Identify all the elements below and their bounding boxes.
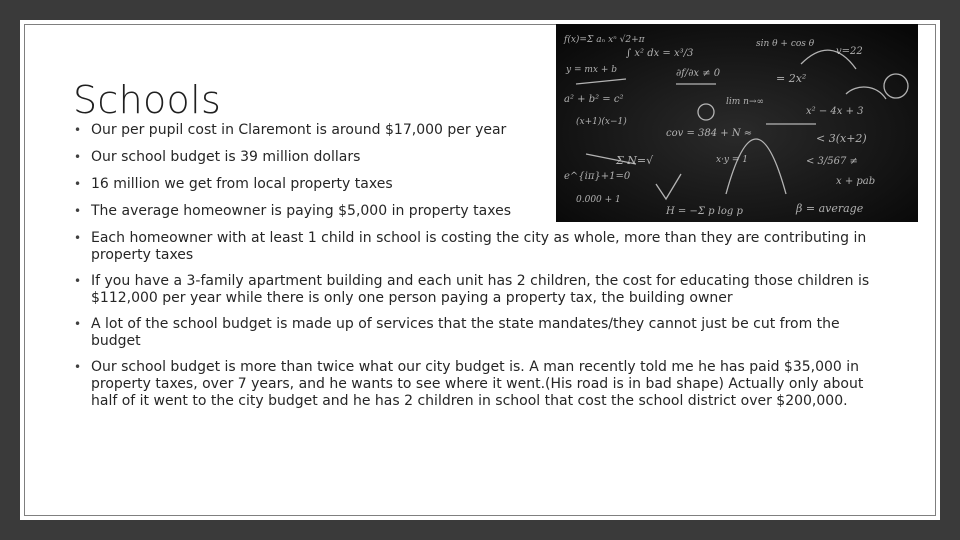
svg-text:Σ N=√: Σ N=√ [616, 154, 654, 167]
svg-text:f(x)=Σ aₙ xⁿ √2+π: f(x)=Σ aₙ xⁿ √2+π [564, 35, 645, 45]
svg-text:a² + b² = c²: a² + b² = c² [564, 94, 624, 105]
svg-text:y = mx + b: y = mx + b [566, 65, 617, 75]
bullet-item [73, 316, 893, 350]
bullet-item [73, 203, 531, 220]
bullet-item [73, 230, 893, 264]
svg-text:∫ x² dx = x³/3: ∫ x² dx = x³/3 [626, 48, 694, 59]
bullet-dot: • [74, 150, 82, 164]
bullet-list [73, 122, 893, 419]
svg-text:x·y = 1: x·y = 1 [716, 155, 749, 165]
bullet-text: The average homeowner is paying $5,000 in property taxes [91, 203, 511, 219]
svg-text:lim n→∞: lim n→∞ [726, 97, 764, 107]
svg-text:cov = 384 + N ≈: cov = 384 + N ≈ [666, 128, 753, 139]
svg-text:= 2x²: = 2x² [776, 72, 807, 85]
bullet-text: A lot of the school budget is made up of services that the state mandates/they cannot just be cut from the budget [91, 316, 840, 349]
svg-text:e^{iπ}+1=0: e^{iπ}+1=0 [564, 171, 631, 182]
bullet-text: If you have a 3-family apartment building and each unit has 2 children, the cost for educating those children is $112,000 per year while there is only one person paying a property tax, the building owner [91, 273, 870, 306]
bullet-dot: • [74, 177, 82, 191]
svg-text:x² − 4x + 3: x² − 4x + 3 [806, 106, 864, 117]
bullet-item [73, 359, 893, 410]
bullet-text: Our school budget is more than twice what our city budget is. A man recently told me he has paid $35,000 in property taxes, over 7 years, and he wants to see where it went.(His road is in bad shape) Actually only about half of it went to the city budget and he has 2 children in school that cost the school district over $200,000. [91, 359, 864, 409]
svg-text:∂f/∂x ≠ 0: ∂f/∂x ≠ 0 [676, 68, 721, 79]
bullet-item [73, 122, 531, 139]
bullet-text: Our per pupil cost in Claremont is around $17,000 per year [91, 122, 507, 138]
svg-text:0.000 + 1: 0.000 + 1 [576, 195, 621, 205]
bullet-item [73, 273, 893, 307]
bullet-dot: • [74, 231, 82, 245]
bullet-dot: • [74, 204, 82, 218]
svg-text:< 3(x+2): < 3(x+2) [816, 132, 867, 145]
svg-text:v=22: v=22 [836, 46, 863, 57]
bullet-text: Our school budget is 39 million dollars [91, 149, 361, 165]
bullet-item [73, 176, 531, 193]
bullet-dot: • [74, 317, 82, 331]
svg-text:(x+1)(x−1): (x+1)(x−1) [576, 117, 627, 127]
svg-text:H = −Σ p log p: H = −Σ p log p [666, 206, 743, 217]
bullet-dot: • [74, 123, 82, 137]
slide-title: Schools [73, 78, 222, 122]
svg-text:β = average: β = average [796, 202, 864, 215]
svg-text:< 3/567 ≠: < 3/567 ≠ [806, 156, 858, 167]
bullet-dot: • [74, 274, 82, 288]
bullet-text: Each homeowner with at least 1 child in school is costing the city as whole, more than they are contributing in property taxes [91, 230, 867, 263]
svg-text:sin θ + cos θ: sin θ + cos θ [756, 39, 815, 49]
svg-text:x + pab: x + pab [836, 176, 876, 187]
bullet-dot: • [74, 360, 82, 374]
bullet-text: 16 million we get from local property taxes [91, 176, 393, 192]
bullet-item [73, 149, 531, 166]
